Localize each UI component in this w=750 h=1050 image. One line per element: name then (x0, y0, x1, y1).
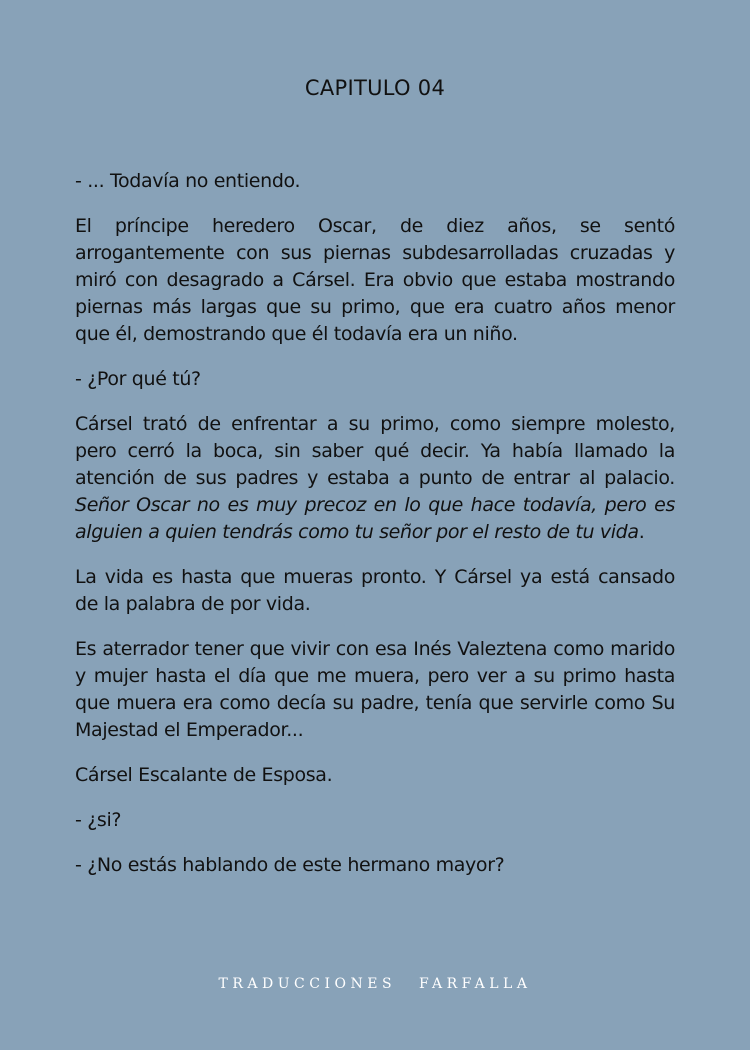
paragraph-9: - ¿No estás hablando de este hermano mayor? (75, 854, 505, 876)
footer-credit: TRADUCCIONES FARFALLA (218, 976, 532, 992)
paragraph-4 (75, 411, 675, 546)
paragraph-4-end: . (638, 521, 645, 543)
paragraph-7: Cársel Escalante de Esposa. (75, 764, 333, 786)
paragraph-3: - ¿Por qué tú? (75, 368, 201, 390)
paragraph-4-italic-thought: Señor Oscar no es muy precoz en lo que hace todavía, pero es alguien a quien tendrás como tu señor por el resto de tu vida (75, 494, 675, 543)
paragraph-1: - ... Todavía no entiendo. (75, 170, 301, 192)
paragraph-2: El príncipe heredero Oscar, de diez años, se sentó arrogantemente con sus piernas subdesarrolladas cruzadas y miró con desagrado a Cársel. Era obvio que estaba mostrando piernas más largas que su primo, que era cuatro años menor que él, demostrando que él todavía era un niño. (75, 215, 675, 345)
paragraph-4-text: Cársel trató de enfrentar a su primo, como siempre molesto, pero cerró la boca, sin saber qué decir. Ya había llamado la atención de sus padres y estaba a punto de entrar al palacio. (75, 413, 675, 489)
paragraph-5: La vida es hasta que mueras pronto. Y Cársel ya está cansado de la palabra de por vida. (75, 566, 675, 615)
chapter-body (75, 168, 675, 897)
paragraph-6: Es aterrador tener que vivir con esa Inés Valeztena como marido y mujer hasta el día que me muera, pero ver a su primo hasta que muera era como decía su padre, tenía que servirle como Su Majestad el Emperador... (75, 638, 675, 741)
chapter-title: CAPITULO 04 (304, 76, 446, 100)
paragraph-8: - ¿si? (75, 809, 122, 831)
